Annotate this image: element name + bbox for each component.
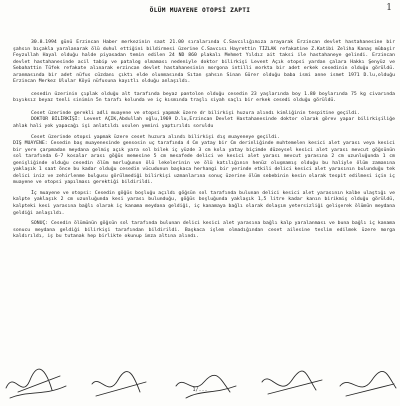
signature-1 (6, 369, 66, 398)
paragraph-intro: 30.8.1994 günü Erzincan Haber merkezinin saat 21.00 sıralarında C.Savcılığımıza arayarak Erzincan devlet hastahanesine bir şahsın bıçakla yaralanarak ölü duhul ettiğini bildirmesi üzerine C.Savcısı Hayrettin TİZLAK refakatine Z.Katibi Zeliha Kanaş mübaşir Feyzullah Hayal olduğu halde piyasadan temin edilen 24 ND 860 plakalı Mehmet Yıldız ait taksi ile hastahaneye gelindi. Erzincan devlet hastahanesinde acil tabip ve patalog olmaması nedeniyle doktor bilirkişi Levent Açık otopsi yardan çalara Hakkı Şenyüz ve Sebahattin Tüfek refakate alınarak erzincan devlet hastahanesinin morgona intilli morkta bir adet erkek cesedinin olduğu görüldü. aranmasında bir adet nüfus cüzdanı çıktı elde olunmasında Sıtan şahsın Sinan Gürer olduğu baba ismi anne ismet 1971 D.lu,olduğu Erzincan Merkez Ulular Köyü nüfusuna kayıtlı olduğu anlaşıldı. (13, 40, 395, 85)
document-body (13, 40, 395, 241)
page-number: 1/... (192, 387, 208, 393)
paragraph-doctor-expert: DOKTOR BİLİRKİŞİ: Levent AÇIK,Abdullah oğlu,1969 D.lu,Erzincan Devlet Hastahanesinde doktor olarak görev yapar bilirkişiliğe ahlak hali yok yapacağı işi anlatıldı usulen yemini yaptırıldı soruldu (13, 117, 395, 130)
paragraph-body-description: cesedin üzerinin çıplak olduğu alt tarafında beyaz pantolon olduğu cesedin 23 yaşlarında boy 1.80 boylarında 75 kg civarında bıyıksız beyaz tenli sinimin 5n tarafı kolunda ve iç kısmında traşlı siyah saçlı bir erkek cesedi olduğu görüldü. (13, 91, 395, 104)
corner-mark: 1 (386, 3, 392, 13)
paragraph-examination-start: Ceset üzerinde gerekli adli muayene ve otopsi yapmak üzere dr bilirkişi huzura alındı kimliğinin tespitine geçildi. (31, 110, 360, 116)
paragraph-external-exam: DIŞ MUAYENE: Cesedin baş muayenesinde gensosin uç tarafında 4 Cm yatay bir Cm derinliğinde muhtemelen kesici alet yarası veya kesici bir yere çarpmadan meydana gelmiş açık yara sol bilek iç yüzde 3 cm kola yatay biçimde düzeysel kesici alet yarası mevcut göğsünün sol tarafında 6-7 kosalar arası göğüs memesine 5 cm mesafede delici ve kesici alet yarası mevcut yarasına 2 cm uzunluğunda 1 cm genişliğinde olduğu cesedin ölüm morluğunun ölü lekelerinin ve ölü katılığının henüz oluşmamış olduğu bu haliyle ölüm zamanına yaklaşık 1 saat önce bu kadar olduğu cesedin vücudunun başkaca herhangi bir yerinde etkili delici kesici alet yarasının bulunduğu tek delici iniz ve zehirlenme bulgusu görülmediği bilirkişi uzmanlarına sonuç üzerine ölüm sebebinin kesin olarak tespit edilmesi için iç muayene ve otopsi yapılması gerektiği bildirildi. (13, 141, 395, 186)
signatures (0, 340, 400, 406)
document-title: ÖLÜM MUAYENE OTOPSİ ZAPTI (149, 7, 251, 14)
paragraph-external-exam-start: Ceset üzerinde otopsi yapmak üzere ceset huzura alındı bilirkişi dış muayeneye geçildi. (31, 134, 280, 140)
paragraph-internal-exam: İç muayene ve otopsi: Cesedin göğüs boşluğu açıldı göğsün sol tarafında bulunan delici kesici alet yarasının kalbe ulaştığı ve kalpte yaklaşık 2 cm uzunluğunda kesi yarası bulunduğu, göğüs boşluğunda yaklaşık 1,5 litre kadar kanın birikmiş olduğu görüldü, kalpteki kesi yarasına bağlı olarak iç kanama meydana geldiği, iç kanamaya bağlı olarak dolaşım yetersizliği gelişerek ölümün meydana geldiği anlaşıldı. (13, 190, 395, 216)
paragraph-conclusion: SONUÇ: Cesedin ölümünün göğsün sol tarafında bulunan delici kesici alet yarasına bağlı kalp yaralanması ve buna bağlı iç kanama sonucu meydana geldiği bilirkişi tarafından bildirildi. Başkaca işlem olmadığından ceset ailesine teslim edilmek üzere morga kaldırıldı, iş bu tutanak hep birlikte okunup imza altına alındı. (13, 221, 395, 240)
